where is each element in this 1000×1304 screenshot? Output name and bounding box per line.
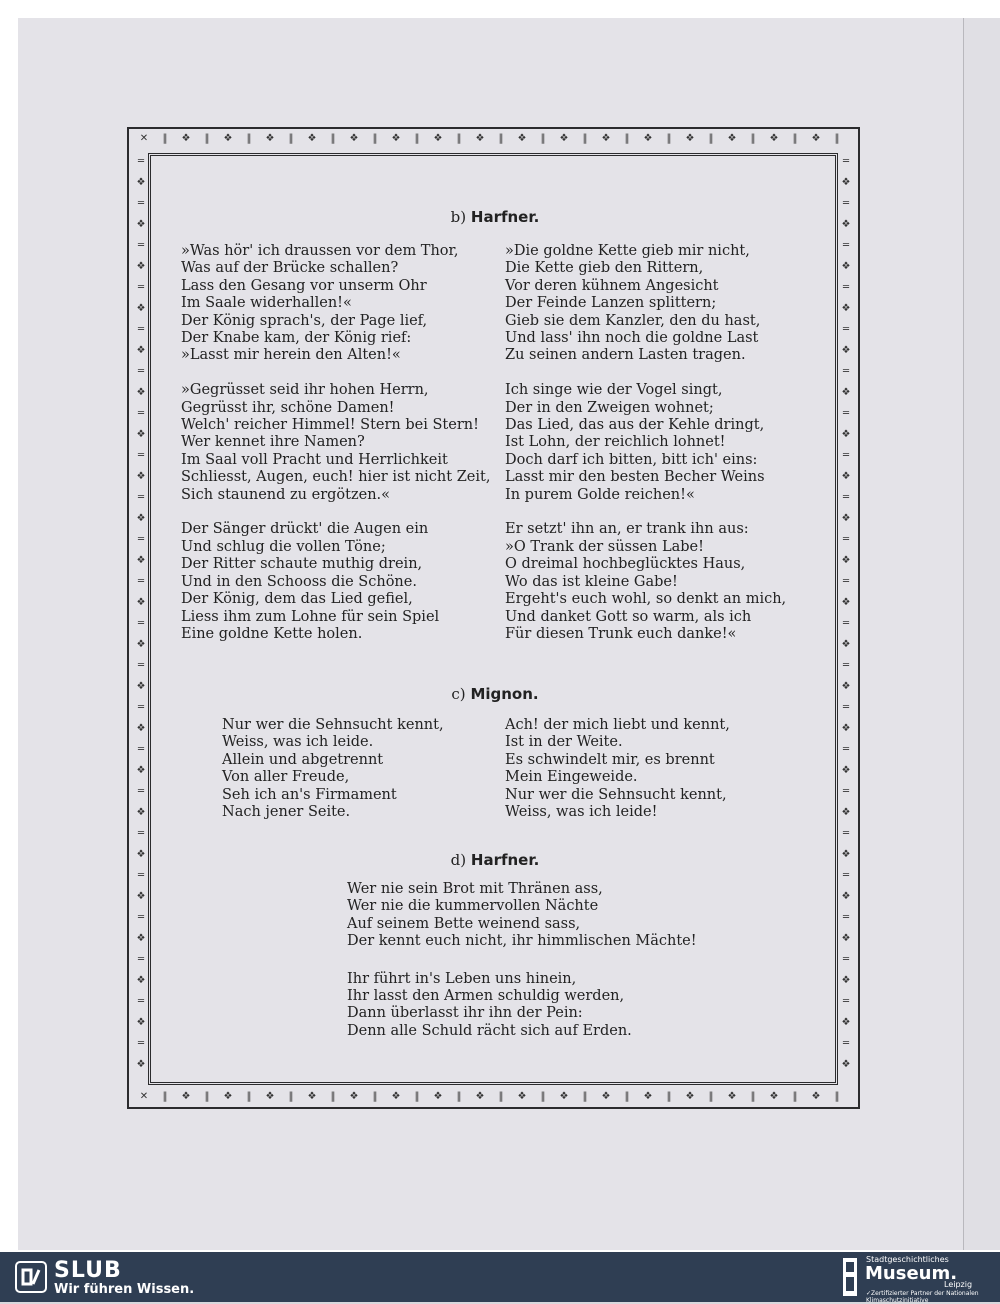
frame-ornament: ═ — [137, 198, 145, 209]
frame-ornament: ═ — [842, 240, 850, 251]
verse-line: Wer nie sein Brot mit Thränen ass, — [347, 881, 603, 897]
verse-line: Von aller Freude, — [222, 769, 350, 786]
frame-ornament: ❖ — [181, 133, 191, 144]
frame-ornament: ❖ — [517, 133, 527, 144]
verse-line: »Lasst mir herein den Alten!« — [181, 347, 401, 364]
verse-line: Für diesen Trunk euch danke!« — [505, 625, 737, 642]
verse-line: O dreimal hochbeglücktes Haus, — [505, 556, 746, 573]
frame-ornament: ═ — [842, 324, 850, 335]
verse-line: Ist Lohn, der reichlich lohnet! — [505, 434, 726, 451]
frame-ornament: ═ — [137, 492, 145, 503]
frame-ornament: ═ — [137, 534, 145, 545]
frame-ornament: ‖ — [372, 133, 378, 144]
frame-ornament: ‖ — [750, 133, 756, 144]
frame-ornament: ═ — [137, 366, 145, 377]
frame-ornament: ❖ — [136, 597, 146, 608]
frame-ornament: ❖ — [391, 1091, 401, 1102]
poem-harfner-b-left-column — [181, 243, 490, 643]
verse-line: Im Saal voll Pracht und Herrlichkeit — [181, 451, 448, 468]
museum-prefix: Stadtgeschichtliches — [866, 1255, 949, 1264]
frame-ornament: ❖ — [841, 303, 851, 314]
frame-ornament: ═ — [137, 954, 145, 965]
frame-ornament: ═ — [137, 996, 145, 1007]
frame-ornament: ❖ — [841, 513, 851, 524]
heading-harfner-b — [150, 208, 840, 226]
frame-ornament: ❖ — [136, 261, 146, 272]
verse-line: Die Kette gieb den Rittern, — [505, 260, 704, 277]
frame-ornament: ═ — [137, 744, 145, 755]
frame-ornament: ❖ — [643, 133, 653, 144]
frame-ornament: ‖ — [204, 133, 210, 144]
frame-ornament: ═ — [137, 828, 145, 839]
frame-ornament: ❖ — [136, 345, 146, 356]
frame-ornament: ═ — [137, 450, 145, 461]
frame-ornament: ❖ — [841, 219, 851, 230]
verse-line: Gieb sie dem Kanzler, den du hast, — [505, 312, 761, 329]
frame-ornament: ═ — [842, 1038, 850, 1049]
verse-line: Liess ihm zum Lohne für sein Spiel — [181, 608, 440, 625]
frame-ornament: ‖ — [582, 1091, 588, 1102]
frame-ornament: ❖ — [841, 471, 851, 482]
frame-ornament: ═ — [842, 492, 850, 503]
frame-ornament: ‖ — [456, 133, 462, 144]
frame-ornament: ‖ — [330, 133, 336, 144]
frame-ornament: ‖ — [330, 1091, 336, 1102]
frame-ornament: ❖ — [841, 807, 851, 818]
frame-ornament: ‖ — [246, 1091, 252, 1102]
frame-ornament: ═ — [842, 618, 850, 629]
verse-line: Weiss, was ich leide! — [505, 804, 658, 821]
frame-ornament: ═ — [842, 366, 850, 377]
stanza-break — [181, 504, 490, 521]
frame-ornament: ❖ — [685, 1091, 695, 1102]
museum-name[interactable]: Museum. — [865, 1263, 958, 1284]
frame-ornament: ═ — [137, 702, 145, 713]
verse-line: Allein und abgetrennt — [222, 751, 384, 768]
frame-ornament: ‖ — [414, 133, 420, 144]
verse-line: Wer nie die kummervollen Nächte — [347, 898, 599, 915]
frame-ornament: ❖ — [136, 807, 146, 818]
verse-line: Ergeht's euch wohl, so denkt an mich, — [505, 591, 787, 608]
frame-ornament: ❖ — [841, 1017, 851, 1028]
frame-ornament: ‖ — [288, 133, 294, 144]
frame-ornament: ❖ — [475, 133, 485, 144]
frame-ornament: ═ — [137, 660, 145, 671]
heading-mark: b) — [450, 208, 467, 226]
frame-ornament: ‖ — [540, 1091, 546, 1102]
frame-ornament: ═ — [137, 240, 145, 251]
frame-ornament: ═ — [842, 744, 850, 755]
frame-ornament: ❖ — [181, 1091, 191, 1102]
frame-ornament: ‖ — [834, 133, 840, 144]
verse-line: Gegrüsst ihr, schöne Damen! — [181, 399, 395, 416]
poem-harfner-d — [347, 881, 697, 1040]
frame-ornament: ❖ — [136, 555, 146, 566]
frame-ornament: ❖ — [136, 429, 146, 440]
frame-ornament: ═ — [842, 198, 850, 209]
verse-line: Er setzt' ihn an, er trank ihn aus: — [505, 521, 749, 538]
frame-ornament: ❖ — [841, 345, 851, 356]
verse-line: Der König sprach's, der Page lief, — [181, 312, 428, 329]
footer-bar — [0, 1252, 1000, 1302]
frame-ornament: ❖ — [475, 1091, 485, 1102]
frame-ornament: ❖ — [841, 1059, 851, 1070]
frame-ornament: ‖ — [708, 133, 714, 144]
frame-ornament: ═ — [137, 786, 145, 797]
frame-ornament: ═ — [842, 156, 850, 167]
next-page-edge — [963, 18, 1000, 1250]
frame-ornament: ‖ — [582, 133, 588, 144]
heading-mark: c) — [451, 685, 466, 703]
frame-ornament: ❖ — [136, 681, 146, 692]
frame-ornament: ❖ — [559, 133, 569, 144]
frame-ornament: ❖ — [811, 1091, 821, 1102]
frame-ornament: ‖ — [288, 1091, 294, 1102]
verse-line: Schliesst, Augen, euch! hier ist nicht Zeit, — [181, 469, 491, 486]
frame-ornament: ❖ — [841, 429, 851, 440]
frame-ornament: ‖ — [624, 1091, 630, 1102]
verse-line: Und danket Gott so warm, als ich — [505, 608, 752, 625]
stanza-break — [347, 951, 697, 971]
frame-ornament: ‖ — [498, 1091, 504, 1102]
frame-ornament: ❖ — [685, 133, 695, 144]
frame-ornament: ═ — [137, 576, 145, 587]
stanza-break — [181, 365, 490, 382]
frame-ornament: ✕ — [139, 133, 149, 144]
frame-ornament: ═ — [842, 702, 850, 713]
frame-ornament: ═ — [842, 450, 850, 461]
frame-ornament: ❖ — [223, 1091, 233, 1102]
frame-ornament: ❖ — [136, 849, 146, 860]
verse-line: Der Knabe kam, der König rief: — [181, 330, 412, 347]
verse-line: Nur wer die Sehnsucht kennt, — [505, 786, 727, 803]
verse-line: Vor deren kühnem Angesicht — [505, 277, 719, 294]
verse-line: Und lass' ihn noch die goldne Last — [505, 330, 759, 347]
verse-line: Nur wer die Sehnsucht kennt, — [222, 717, 444, 733]
frame-ornament: ❖ — [517, 1091, 527, 1102]
verse-line: Und schlug die vollen Töne; — [181, 538, 386, 555]
heading-title: Harfner. — [470, 208, 540, 226]
stanza-break — [505, 365, 786, 382]
frame-ornament: ❖ — [559, 1091, 569, 1102]
frame-ornament: ❖ — [769, 1091, 779, 1102]
frame-ornament: ❖ — [841, 261, 851, 272]
verse-line: Der Feinde Lanzen splittern; — [505, 295, 717, 312]
frame-ornament: ❖ — [136, 1017, 146, 1028]
frame-ornament: ❖ — [391, 133, 401, 144]
verse-line: Was auf der Brücke schallen? — [181, 260, 399, 277]
frame-ornament: ❖ — [136, 177, 146, 188]
heading-harfner-d — [150, 851, 840, 869]
slub-logo-icon[interactable] — [14, 1260, 48, 1294]
frame-ornament: ═ — [842, 534, 850, 545]
frame-ornament: ❖ — [349, 1091, 359, 1102]
museum-logo-icon[interactable] — [842, 1257, 858, 1297]
verse-line: Welch' reicher Himmel! Stern bei Stern! — [181, 417, 479, 434]
frame-ornament: ❖ — [601, 133, 611, 144]
frame-ornament: ❖ — [136, 219, 146, 230]
frame-ornament: ❖ — [769, 133, 779, 144]
verse-line: »O Trank der süssen Labe! — [505, 538, 704, 555]
frame-ornament: ═ — [137, 408, 145, 419]
frame-ornament: ❖ — [307, 133, 317, 144]
frame-ornament: ═ — [842, 408, 850, 419]
frame-ornament: ❖ — [136, 303, 146, 314]
verse-line: Der kennt euch nicht, ihr himmlischen Mächte! — [347, 933, 697, 950]
frame-ornament: ❖ — [136, 1059, 146, 1070]
frame-ornament: ❖ — [265, 133, 275, 144]
frame-ornament: ‖ — [414, 1091, 420, 1102]
frame-ornament: ❖ — [136, 975, 146, 986]
poem-mignon-right-column — [505, 717, 730, 821]
frame-ornament: ❖ — [841, 555, 851, 566]
frame-ornament: ‖ — [372, 1091, 378, 1102]
frame-ornament: ‖ — [624, 133, 630, 144]
stanza-break — [505, 504, 786, 521]
frame-ornament: ═ — [842, 912, 850, 923]
frame-ornament: ❖ — [727, 133, 737, 144]
verse-line: Es schwindelt mir, es brennt — [505, 751, 715, 768]
frame-ornament: ❖ — [433, 133, 443, 144]
verse-line: Wo das ist kleine Gabe! — [505, 573, 678, 590]
frame-ornament: ❖ — [349, 133, 359, 144]
frame-ornament: ❖ — [136, 639, 146, 650]
verse-line: Mein Eingeweide. — [505, 769, 638, 786]
verse-line: Lass den Gesang vor unserm Ohr — [181, 277, 427, 294]
verse-line: Eine goldne Kette holen. — [181, 625, 363, 642]
verse-line: Der in den Zweigen wohnet; — [505, 399, 714, 416]
frame-ornament: ═ — [137, 870, 145, 881]
verse-line: Der König, dem das Lied gefiel, — [181, 591, 413, 608]
frame-ornament: ‖ — [708, 1091, 714, 1102]
verse-line: Ach! der mich liebt und kennt, — [505, 717, 730, 733]
frame-ornament: ‖ — [456, 1091, 462, 1102]
frame-ornament: ❖ — [136, 471, 146, 482]
frame-ornament: ❖ — [841, 933, 851, 944]
frame-ornament: ═ — [137, 912, 145, 923]
verse-line: »Gegrüsset seid ihr hohen Herrn, — [181, 382, 429, 399]
verse-line: Im Saale widerhallen!« — [181, 295, 352, 312]
frame-ornament: ‖ — [540, 133, 546, 144]
frame-ornament: ═ — [137, 282, 145, 293]
frame-ornament: ❖ — [643, 1091, 653, 1102]
frame-ornament: ‖ — [162, 1091, 168, 1102]
frame-ornament: ❖ — [223, 133, 233, 144]
verse-line: Dann überlasst ihr ihn der Pein: — [347, 1005, 583, 1022]
verse-line: Der Ritter schaute muthig drein, — [181, 556, 423, 573]
frame-ornament: ❖ — [136, 387, 146, 398]
verse-line: »Was hör' ich draussen vor dem Thor, — [181, 243, 459, 259]
verse-line: Zu seinen andern Lasten tragen. — [505, 347, 746, 364]
frame-ornament: ═ — [842, 870, 850, 881]
frame-ornament: ‖ — [666, 1091, 672, 1102]
verse-line: Denn alle Schuld rächt sich auf Erden. — [347, 1022, 632, 1039]
verse-line: Lasst mir den besten Becher Weins — [505, 469, 765, 486]
frame-ornament: ❖ — [841, 849, 851, 860]
poem-harfner-b-right-column — [505, 243, 786, 643]
heading-title: Harfner. — [470, 851, 540, 869]
frame-ornament: ❖ — [841, 639, 851, 650]
frame-ornament: ❖ — [136, 933, 146, 944]
frame-ornament: ❖ — [136, 765, 146, 776]
verse-line: Der Sänger drückt' die Augen ein — [181, 521, 429, 538]
verse-line: Ihr führt in's Leben uns hinein, — [347, 970, 577, 987]
verse-line: Ich singe wie der Vogel singt, — [505, 382, 723, 399]
frame-ornament: ‖ — [204, 1091, 210, 1102]
heading-mignon-c — [150, 685, 840, 703]
frame-ornament: ✕ — [139, 1091, 149, 1102]
frame-ornament: ❖ — [841, 723, 851, 734]
verse-line: Ist in der Weite. — [505, 734, 623, 751]
verse-line: Doch darf ich bitten, bitt ich' eins: — [505, 451, 758, 468]
frame-ornament: ═ — [842, 828, 850, 839]
frame-ornament: ‖ — [792, 133, 798, 144]
poem-mignon-left-column — [222, 717, 444, 821]
frame-ornament: ═ — [842, 996, 850, 1007]
frame-ornament: ❖ — [307, 1091, 317, 1102]
frame-ornament: ❖ — [727, 1091, 737, 1102]
verse-line: Das Lied, das aus der Kehle dringt, — [505, 417, 765, 434]
frame-ornament: ❖ — [433, 1091, 443, 1102]
frame-ornament: ❖ — [841, 681, 851, 692]
frame-ornament: ❖ — [601, 1091, 611, 1102]
frame-ornament: ❖ — [811, 133, 821, 144]
frame-ornament: ❖ — [841, 891, 851, 902]
verse-line: Auf seinem Bette weinend sass, — [347, 915, 581, 932]
verse-line: Ihr lasst den Armen schuldig werden, — [347, 988, 625, 1005]
heading-title: Mignon. — [470, 685, 539, 703]
frame-ornament: ❖ — [265, 1091, 275, 1102]
frame-ornament: ‖ — [750, 1091, 756, 1102]
frame-ornament: ‖ — [834, 1091, 840, 1102]
museum-city: Leipzig — [944, 1280, 973, 1289]
frame-ornament: ═ — [842, 660, 850, 671]
frame-ornament: ═ — [137, 156, 145, 167]
frame-ornament: ❖ — [136, 513, 146, 524]
frame-ornament: ❖ — [841, 765, 851, 776]
frame-ornament: ═ — [137, 618, 145, 629]
verse-line: Nach jener Seite. — [222, 804, 351, 821]
museum-partner-note: ✓Zertifizierter Partner der Nationalen Klimaschutzinitiative — [866, 1290, 979, 1304]
heading-mark: d) — [450, 851, 467, 869]
verse-line: In purem Golde reichen!« — [505, 486, 695, 503]
frame-ornament: ❖ — [136, 723, 146, 734]
library-tagline: Wir führen Wissen. — [54, 1282, 195, 1297]
frame-ornament: ═ — [137, 324, 145, 335]
verse-line: Wer kennet ihre Namen? — [181, 434, 365, 451]
library-name[interactable]: SLUB — [54, 1258, 122, 1283]
verse-line: Seh ich an's Firmament — [222, 786, 397, 803]
frame-ornament: ❖ — [136, 891, 146, 902]
frame-ornament: ‖ — [498, 133, 504, 144]
frame-ornament: ‖ — [666, 133, 672, 144]
verse-line: »Die goldne Kette gieb mir nicht, — [505, 243, 750, 259]
frame-ornament: ❖ — [841, 597, 851, 608]
verse-line: Und in den Schooss die Schöne. — [181, 573, 417, 590]
frame-ornament: ❖ — [841, 177, 851, 188]
frame-ornament: ═ — [842, 954, 850, 965]
frame-ornament: ‖ — [162, 133, 168, 144]
verse-line: Sich staunend zu ergötzen.« — [181, 486, 391, 503]
frame-ornament: ‖ — [246, 133, 252, 144]
frame-ornament: ═ — [842, 786, 850, 797]
frame-ornament: ‖ — [792, 1091, 798, 1102]
frame-ornament: ═ — [137, 1038, 145, 1049]
verse-line: Weiss, was ich leide. — [222, 734, 374, 751]
frame-ornament: ═ — [842, 282, 850, 293]
frame-ornament: ❖ — [841, 975, 851, 986]
frame-ornament: ═ — [842, 576, 850, 587]
frame-ornament: ❖ — [841, 387, 851, 398]
